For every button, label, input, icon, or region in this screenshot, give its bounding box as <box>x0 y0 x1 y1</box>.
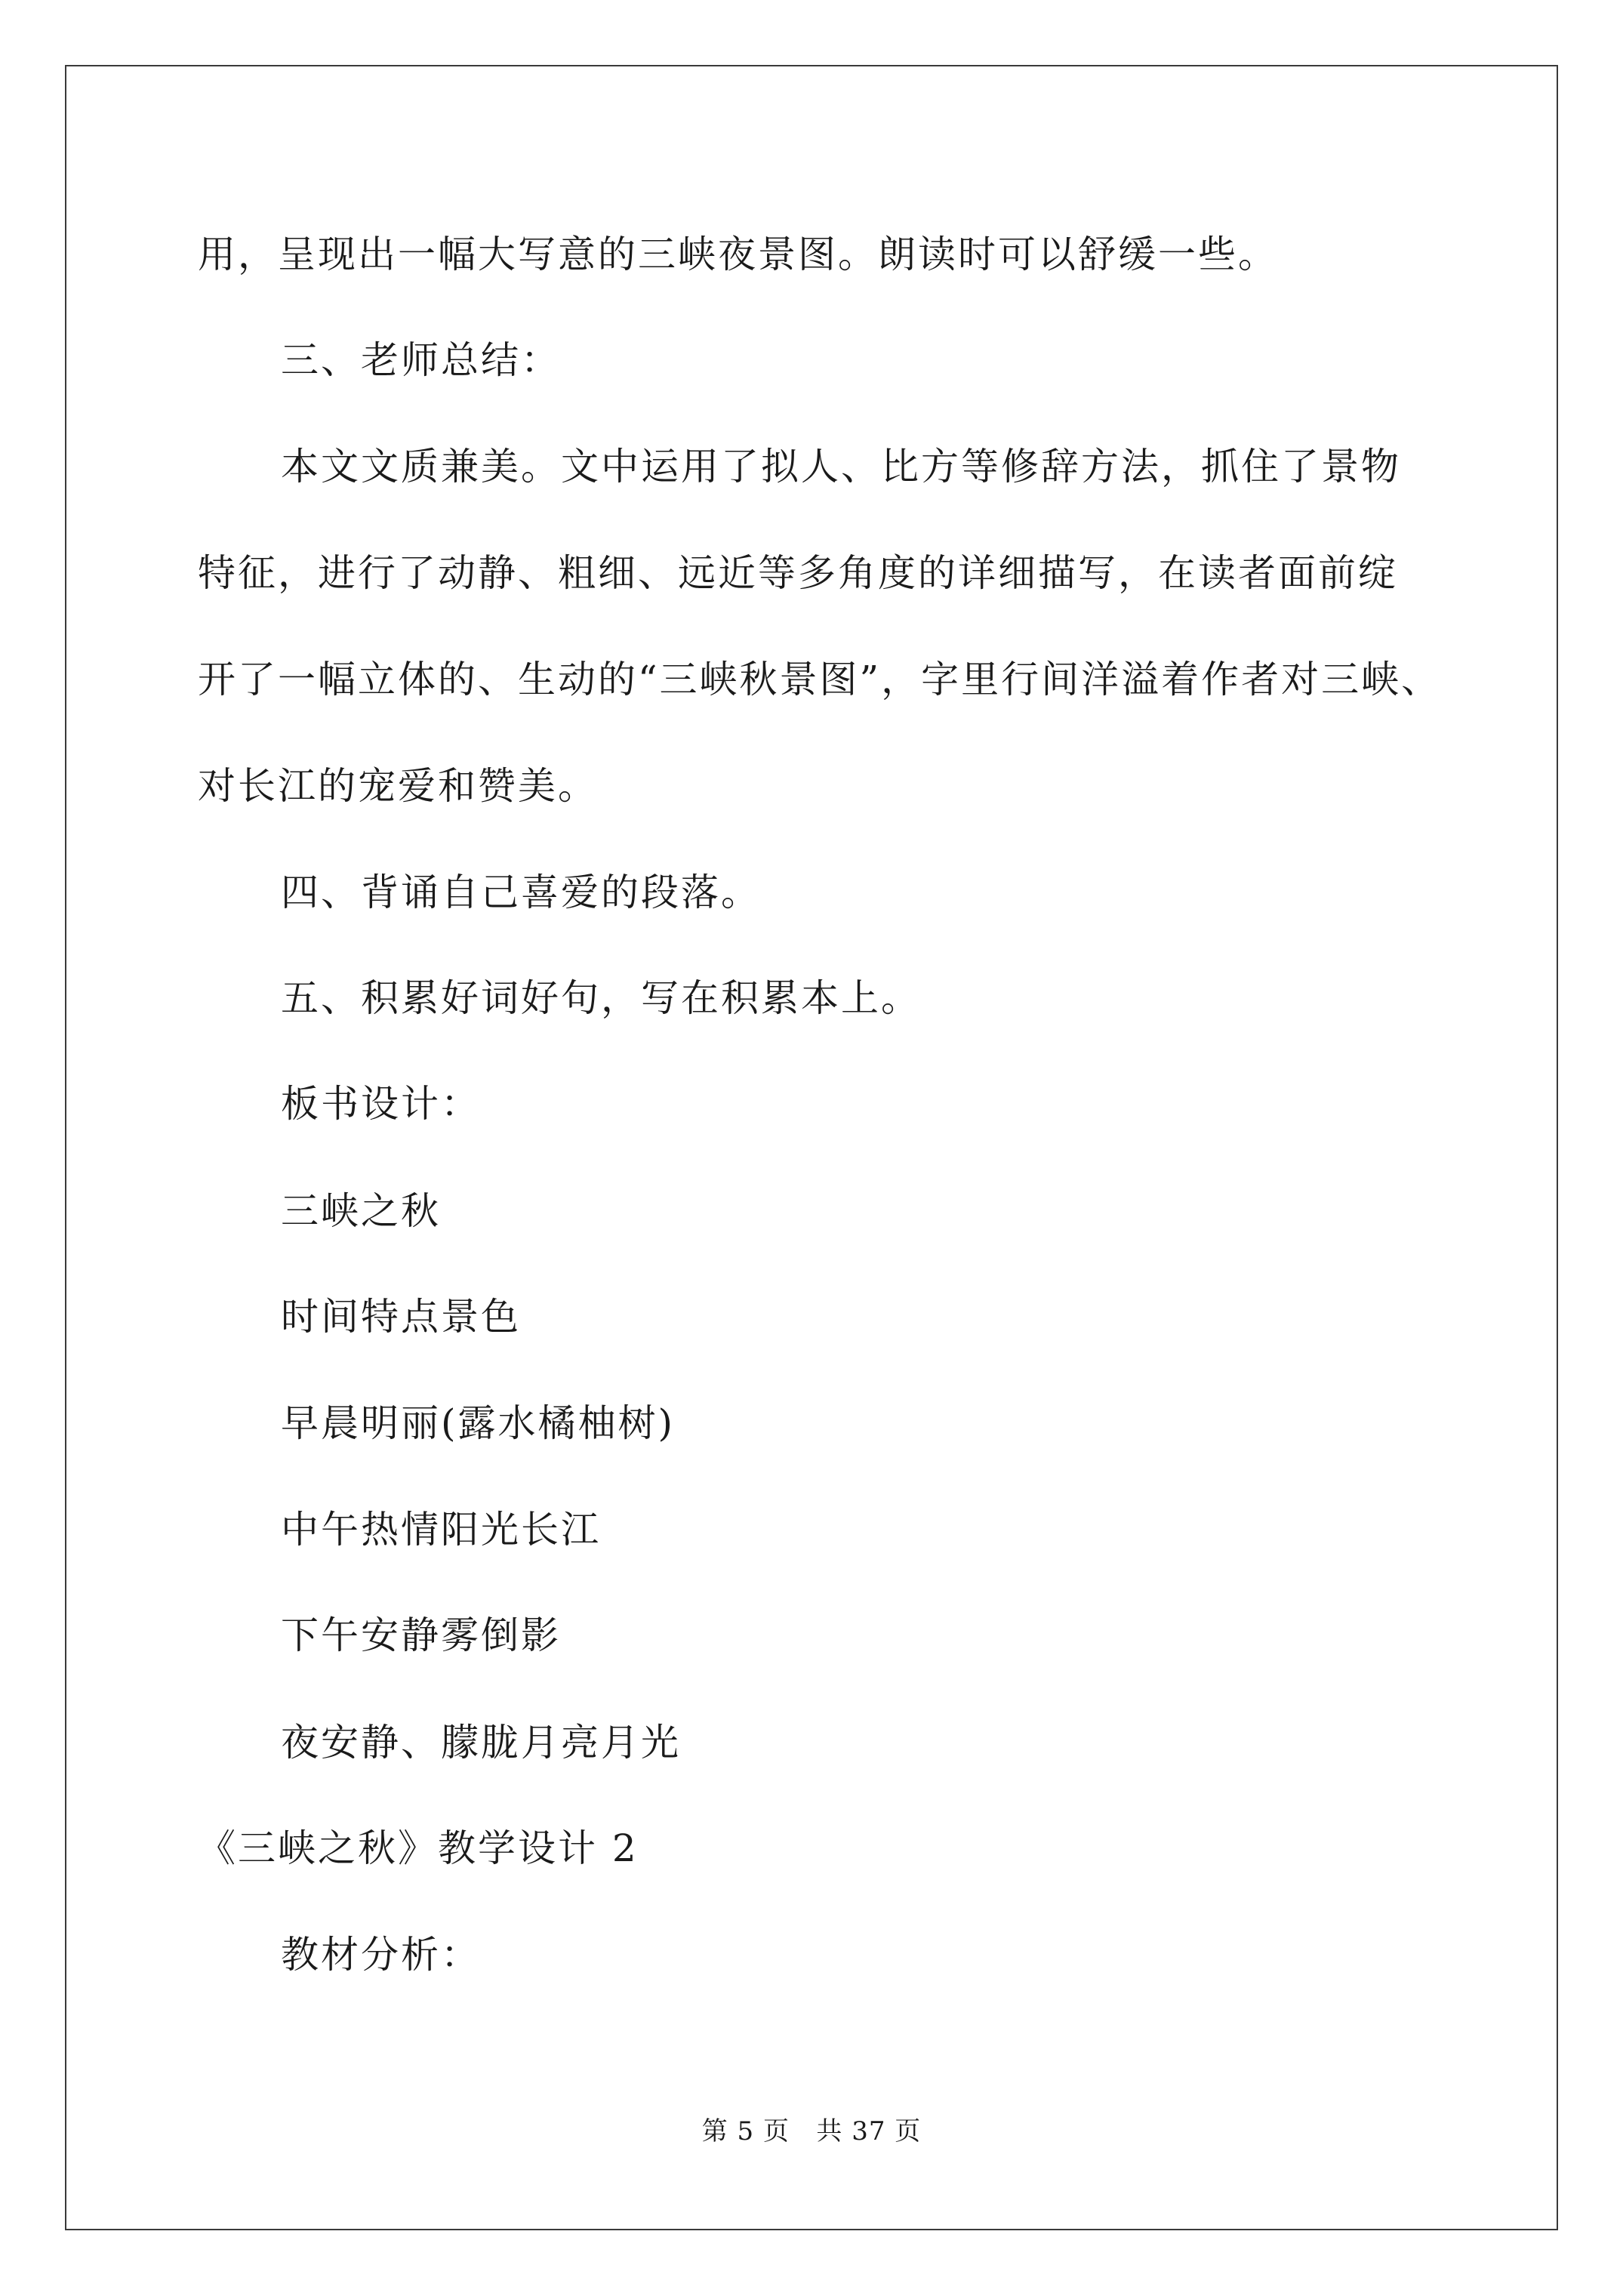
board-line: 早晨明丽(露水橘柚树) <box>281 1401 676 1445</box>
paragraph-line: 开了一幅立体的、生动的“三峡秋景图”，字里行间洋溢着作者对三峡、 <box>198 658 1442 701</box>
paragraph-line: 用，呈现出一幅大写意的三峡夜景图。朗读时可以舒缓一些。 <box>198 233 1278 276</box>
section-heading: 四、背诵自己喜爱的段落。 <box>281 871 761 914</box>
paragraph-line: 特征，进行了动静、粗细、远近等多角度的详细描写，在读者面前绽 <box>198 551 1398 595</box>
section-heading: 教材分析： <box>281 1933 481 1977</box>
board-line: 下午安静雾倒影 <box>281 1613 561 1657</box>
board-line: 夜安静、朦胧月亮月光 <box>281 1721 681 1764</box>
board-line: 三峡之秋 <box>281 1189 441 1233</box>
section-heading: 三、老师总结： <box>281 338 561 382</box>
page-border <box>65 65 1558 2230</box>
paragraph-line: 本文文质兼美。文中运用了拟人、比方等修辞方法，抓住了景物 <box>281 445 1401 488</box>
page-number: 第 5 页 共 37 页 <box>701 2116 922 2147</box>
board-line: 中午热情阳光长江 <box>281 1508 601 1552</box>
board-line: 时间特点景色 <box>281 1295 521 1339</box>
paragraph-line: 对长江的宠爱和赞美。 <box>198 764 598 808</box>
document-title: 《三峡之秋》教学设计 2 <box>198 1826 639 1870</box>
section-heading: 五、积累好词好句，写在积累本上。 <box>281 976 921 1020</box>
section-heading: 板书设计： <box>281 1082 481 1126</box>
